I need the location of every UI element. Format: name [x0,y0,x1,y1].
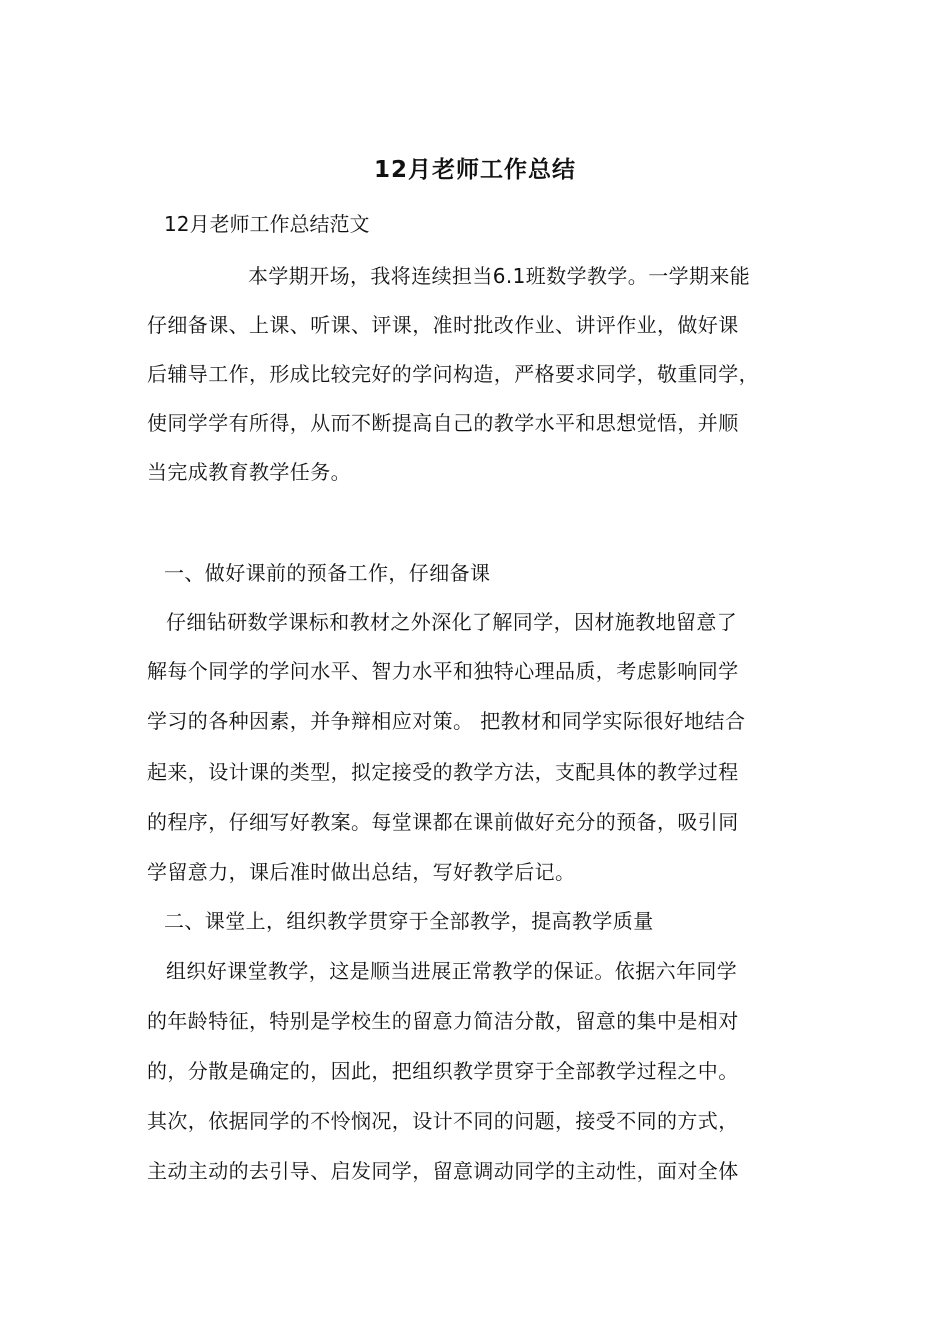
paragraph-line: 的，分散是确定的，因此，把组织教学贯穿于全部教学过程之中。 [147,1059,739,1083]
paragraph-line: 解每个同学的学问水平、智力水平和独特心理品质，考虑影响同学 [147,659,739,683]
paragraph-line: 的年龄特征，特别是学校生的留意力简洁分散，留意的集中是相对 [147,1009,739,1033]
paragraph-line: 组织好课堂教学，这是顺当进展正常教学的保证。依据六年同学 [166,959,738,983]
intro-line: 本学期开场，我将连续担当6.1班数学教学。一学期来能 [248,264,751,288]
paragraph-line: 学留意力，课后准时做出总结，写好教学后记。 [147,860,576,884]
paragraph-line: 其次，依据同学的不怜悯况，设计不同的问题，接受不同的方式， [147,1109,739,1133]
paragraph-line: 主动主动的去引导、启发同学，留意调动同学的主动性，面对全体 [147,1159,739,1183]
intro-line: 使同学学有所得，从而不断提高自己的教学水平和思想觉悟，并顺 [147,411,739,435]
section-heading: 二、课堂上，组织教学贯穿于全部教学，提高教学质量 [164,909,654,933]
paragraph-line: 仔细钻研数学课标和教材之外深化了解同学，因材施教地留意了 [166,610,738,634]
paragraph-line: 的程序，仔细写好教案。每堂课都在课前做好充分的预备，吸引同 [147,810,739,834]
paragraph-line: 起来，设计课的类型，拟定接受的教学方法，支配具体的教学过程 [147,760,739,784]
document-title: 12月老师工作总结 [373,157,576,183]
intro-line: 当完成教育教学任务。 [147,460,351,484]
intro-line: 仔细备课、上课、听课、评课，准时批改作业、讲评作业，做好课 [147,313,739,337]
section-heading: 一、做好课前的预备工作，仔细备课 [164,561,491,585]
intro-line: 后辅导工作，形成比较完好的学问构造，严格要求同学，敬重同学， [147,362,759,386]
paragraph-line: 学习的各种因素，并争辩相应对策。 把教材和同学实际很好地结合 [147,709,746,733]
document-subtitle: 12月老师工作总结范文 [164,212,370,236]
